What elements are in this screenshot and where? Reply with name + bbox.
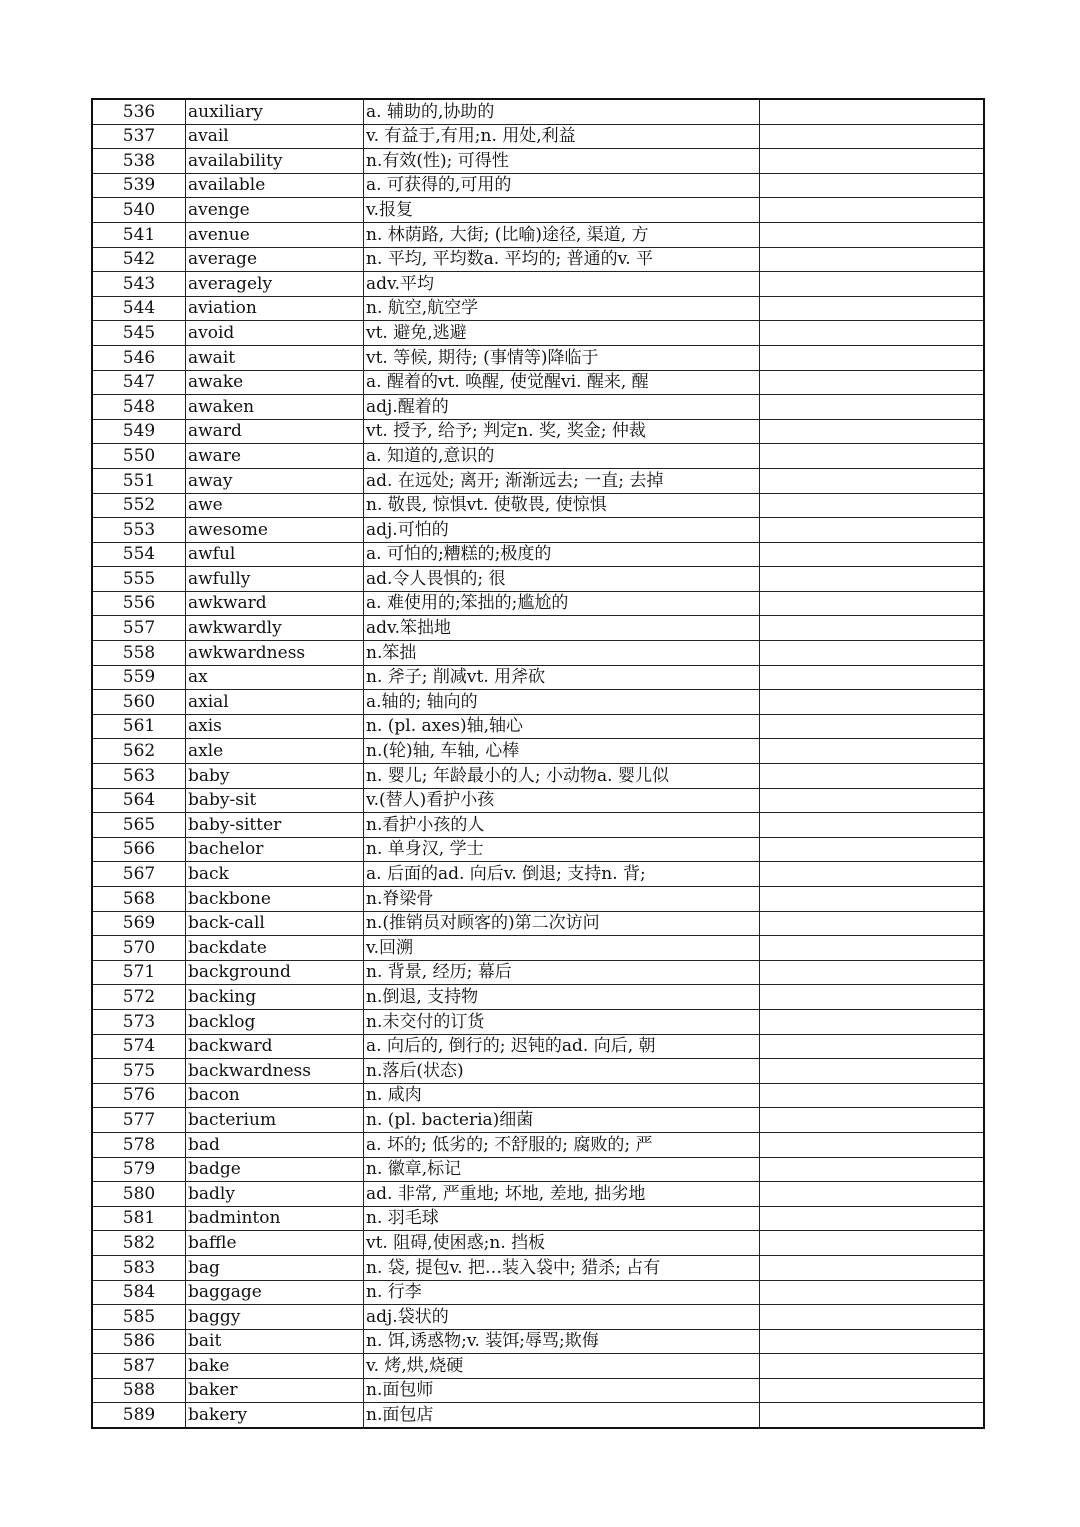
table-row (92, 837, 984, 862)
entry-word: badge (186, 1157, 364, 1182)
entry-number: 546 (92, 345, 186, 370)
entry-note (760, 764, 985, 789)
entry-definition: n.(轮)轴, 车轴, 心棒 (364, 739, 760, 764)
entry-definition: a. 可怕的;糟糕的;极度的 (364, 542, 760, 567)
table-row (92, 1255, 984, 1280)
entry-word: bachelor (186, 837, 364, 862)
entry-word: bacterium (186, 1108, 364, 1133)
table-row (92, 296, 984, 321)
entry-number: 541 (92, 222, 186, 247)
entry-note (760, 444, 985, 469)
entry-definition: n. 航空,航空学 (364, 296, 760, 321)
entry-definition: a. 醒着的vt. 唤醒, 使觉醒vi. 醒来, 醒 (364, 370, 760, 395)
entry-number: 571 (92, 960, 186, 985)
entry-note (760, 641, 985, 666)
entry-definition: n.(推销员对顾客的)第二次访问 (364, 911, 760, 936)
entry-definition: n. 饵,诱惑物;v. 装饵;辱骂;欺侮 (364, 1329, 760, 1354)
entry-note (760, 813, 985, 838)
entry-definition: adj.醒着的 (364, 395, 760, 420)
entry-word: baby-sitter (186, 813, 364, 838)
table-row (92, 222, 984, 247)
entry-definition: n.笨拙 (364, 641, 760, 666)
table-row (92, 567, 984, 592)
entry-note (760, 395, 985, 420)
entry-definition: n.倒退, 支持物 (364, 985, 760, 1010)
entry-number: 558 (92, 641, 186, 666)
entry-definition: n.面包店 (364, 1403, 760, 1428)
entry-definition: n. 咸肉 (364, 1083, 760, 1108)
table-row (92, 665, 984, 690)
entry-note (760, 1059, 985, 1084)
entry-word: aware (186, 444, 364, 469)
entry-note (760, 1108, 985, 1133)
entry-number: 552 (92, 493, 186, 518)
entry-note (760, 345, 985, 370)
entry-definition: n. (pl. bacteria)细菌 (364, 1108, 760, 1133)
entry-word: availability (186, 149, 364, 174)
entry-note (760, 1305, 985, 1330)
entry-word: bakery (186, 1403, 364, 1428)
entry-word: awkwardly (186, 616, 364, 641)
entry-note (760, 542, 985, 567)
entry-word: badminton (186, 1206, 364, 1231)
entry-definition: n. 婴儿; 年龄最小的人; 小动物a. 婴儿似 (364, 764, 760, 789)
entry-word: bag (186, 1255, 364, 1280)
entry-note (760, 960, 985, 985)
entry-definition: v. 烤,烘,烧硬 (364, 1354, 760, 1379)
table-row (92, 1182, 984, 1207)
entry-number: 586 (92, 1329, 186, 1354)
entry-word: bait (186, 1329, 364, 1354)
entry-note (760, 1009, 985, 1034)
entry-number: 536 (92, 99, 186, 124)
entry-definition: a. 向后的, 倒行的; 迟钝的ad. 向后, 朝 (364, 1034, 760, 1059)
entry-note (760, 690, 985, 715)
entry-word: award (186, 419, 364, 444)
table-row (92, 124, 984, 149)
entry-number: 553 (92, 518, 186, 543)
entry-definition: adv.平均 (364, 272, 760, 297)
entry-definition: n. 平均, 平均数a. 平均的; 普通的v. 平 (364, 247, 760, 272)
entry-number: 540 (92, 198, 186, 223)
table-row (92, 714, 984, 739)
entry-note (760, 1132, 985, 1157)
entry-word: back-call (186, 911, 364, 936)
table-row (92, 493, 984, 518)
entry-word: baby (186, 764, 364, 789)
entry-definition: n.看护小孩的人 (364, 813, 760, 838)
entry-word: back (186, 862, 364, 887)
table-row (92, 198, 984, 223)
entry-number: 578 (92, 1132, 186, 1157)
entry-number: 585 (92, 1305, 186, 1330)
entry-definition: vt. 授予, 给予; 判定n. 奖, 奖金; 仲裁 (364, 419, 760, 444)
entry-word: axle (186, 739, 364, 764)
entry-word: baby-sit (186, 788, 364, 813)
entry-word: baggy (186, 1305, 364, 1330)
entry-number: 555 (92, 567, 186, 592)
entry-note (760, 1354, 985, 1379)
entry-note (760, 1329, 985, 1354)
entry-word: awe (186, 493, 364, 518)
table-row (92, 813, 984, 838)
entry-note (760, 985, 985, 1010)
entry-note (760, 665, 985, 690)
entry-number: 537 (92, 124, 186, 149)
entry-definition: n. 斧子; 削减vt. 用斧砍 (364, 665, 760, 690)
entry-number: 579 (92, 1157, 186, 1182)
entry-note (760, 936, 985, 961)
entry-number: 564 (92, 788, 186, 813)
table-row (92, 173, 984, 198)
entry-definition: v.(替人)看护小孩 (364, 788, 760, 813)
entry-definition: n. 袋, 提包v. 把…装入袋中; 猎杀; 占有 (364, 1255, 760, 1280)
entry-note (760, 198, 985, 223)
entry-note (760, 616, 985, 641)
table-row (92, 1108, 984, 1133)
table-row (92, 345, 984, 370)
entry-note (760, 911, 985, 936)
entry-word: await (186, 345, 364, 370)
entry-number: 577 (92, 1108, 186, 1133)
table-row (92, 1157, 984, 1182)
entry-note (760, 370, 985, 395)
entry-definition: a. 难使用的;笨拙的;尴尬的 (364, 591, 760, 616)
entry-number: 582 (92, 1231, 186, 1256)
entry-definition: n. (pl. axes)轴,轴心 (364, 714, 760, 739)
entry-definition: a. 知道的,意识的 (364, 444, 760, 469)
entry-number: 580 (92, 1182, 186, 1207)
entry-word: awaken (186, 395, 364, 420)
table-row (92, 1305, 984, 1330)
entry-definition: n.有效(性); 可得性 (364, 149, 760, 174)
entry-word: backlog (186, 1009, 364, 1034)
vocabulary-table-body (92, 99, 984, 1428)
entry-note (760, 1157, 985, 1182)
entry-word: awesome (186, 518, 364, 543)
table-row (92, 1083, 984, 1108)
table-row (92, 272, 984, 297)
entry-number: 566 (92, 837, 186, 862)
entry-definition: n.落后(状态) (364, 1059, 760, 1084)
entry-definition: n. 林荫路, 大街; (比喻)途径, 渠道, 方 (364, 222, 760, 247)
table-row (92, 247, 984, 272)
entry-note (760, 714, 985, 739)
entry-definition: n. 敬畏, 惊惧vt. 使敬畏, 使惊惧 (364, 493, 760, 518)
entry-note (760, 1182, 985, 1207)
table-row (92, 518, 984, 543)
table-row (92, 1206, 984, 1231)
table-row (92, 960, 984, 985)
table-row (92, 591, 984, 616)
entry-word: average (186, 247, 364, 272)
entry-definition: n. 单身汉, 学士 (364, 837, 760, 862)
table-row (92, 370, 984, 395)
vocabulary-table (91, 98, 985, 1429)
entry-word: aviation (186, 296, 364, 321)
entry-number: 572 (92, 985, 186, 1010)
entry-note (760, 99, 985, 124)
entry-number: 568 (92, 887, 186, 912)
entry-definition: adj.可怕的 (364, 518, 760, 543)
entry-number: 588 (92, 1378, 186, 1403)
entry-note (760, 419, 985, 444)
entry-note (760, 173, 985, 198)
entry-word: avenue (186, 222, 364, 247)
table-row (92, 444, 984, 469)
table-row (92, 1354, 984, 1379)
entry-word: awful (186, 542, 364, 567)
entry-number: 565 (92, 813, 186, 838)
entry-note (760, 1083, 985, 1108)
entry-note (760, 1280, 985, 1305)
entry-definition: adj.袋状的 (364, 1305, 760, 1330)
table-row (92, 1034, 984, 1059)
entry-note (760, 321, 985, 346)
entry-note (760, 124, 985, 149)
entry-word: auxiliary (186, 99, 364, 124)
entry-note (760, 887, 985, 912)
table-row (92, 468, 984, 493)
entry-word: axis (186, 714, 364, 739)
table-row (92, 641, 984, 666)
entry-number: 545 (92, 321, 186, 346)
entry-note (760, 1231, 985, 1256)
table-row (92, 1403, 984, 1428)
entry-definition: a. 可获得的,可用的 (364, 173, 760, 198)
table-row (92, 1329, 984, 1354)
entry-definition: vt. 阻碍,使困惑;n. 挡板 (364, 1231, 760, 1256)
entry-definition: ad. 非常, 严重地; 坏地, 差地, 拙劣地 (364, 1182, 760, 1207)
entry-word: baker (186, 1378, 364, 1403)
entry-number: 542 (92, 247, 186, 272)
entry-note (760, 1378, 985, 1403)
entry-number: 543 (92, 272, 186, 297)
entry-definition: a. 坏的; 低劣的; 不舒服的; 腐败的; 严 (364, 1132, 760, 1157)
entry-number: 573 (92, 1009, 186, 1034)
entry-word: backing (186, 985, 364, 1010)
entry-definition: n. 行李 (364, 1280, 760, 1305)
entry-word: awkwardness (186, 641, 364, 666)
entry-definition: n. 背景, 经历; 幕后 (364, 960, 760, 985)
entry-number: 575 (92, 1059, 186, 1084)
entry-definition: v.报复 (364, 198, 760, 223)
entry-number: 576 (92, 1083, 186, 1108)
entry-note (760, 518, 985, 543)
entry-note (760, 296, 985, 321)
entry-note (760, 739, 985, 764)
entry-note (760, 493, 985, 518)
entry-word: bad (186, 1132, 364, 1157)
entry-word: awake (186, 370, 364, 395)
table-row (92, 862, 984, 887)
entry-number: 583 (92, 1255, 186, 1280)
entry-definition: n.面包师 (364, 1378, 760, 1403)
entry-word: away (186, 468, 364, 493)
entry-number: 589 (92, 1403, 186, 1428)
entry-note (760, 468, 985, 493)
entry-definition: n. 徽章,标记 (364, 1157, 760, 1182)
entry-word: averagely (186, 272, 364, 297)
table-row (92, 936, 984, 961)
entry-number: 569 (92, 911, 186, 936)
entry-definition: ad. 在远处; 离开; 渐渐远去; 一直; 去掉 (364, 468, 760, 493)
entry-word: baggage (186, 1280, 364, 1305)
table-row (92, 1009, 984, 1034)
entry-number: 548 (92, 395, 186, 420)
entry-word: baffle (186, 1231, 364, 1256)
entry-definition: ad.令人畏惧的; 很 (364, 567, 760, 592)
entry-note (760, 272, 985, 297)
entry-definition: v.回溯 (364, 936, 760, 961)
entry-word: background (186, 960, 364, 985)
entry-word: avenge (186, 198, 364, 223)
table-row (92, 1059, 984, 1084)
entry-note (760, 591, 985, 616)
entry-note (760, 837, 985, 862)
entry-note (760, 247, 985, 272)
table-row (92, 690, 984, 715)
entry-number: 560 (92, 690, 186, 715)
entry-word: badly (186, 1182, 364, 1207)
table-row (92, 764, 984, 789)
entry-number: 539 (92, 173, 186, 198)
entry-number: 563 (92, 764, 186, 789)
table-row (92, 739, 984, 764)
entry-word: avail (186, 124, 364, 149)
entry-note (760, 1255, 985, 1280)
table-row (92, 419, 984, 444)
entry-note (760, 1403, 985, 1428)
entry-note (760, 1034, 985, 1059)
entry-number: 559 (92, 665, 186, 690)
table-row (92, 1378, 984, 1403)
entry-number: 561 (92, 714, 186, 739)
entry-definition: vt. 避免,逃避 (364, 321, 760, 346)
entry-number: 538 (92, 149, 186, 174)
table-row (92, 542, 984, 567)
entry-number: 554 (92, 542, 186, 567)
entry-number: 587 (92, 1354, 186, 1379)
entry-number: 551 (92, 468, 186, 493)
entry-number: 550 (92, 444, 186, 469)
entry-word: backwardness (186, 1059, 364, 1084)
entry-note (760, 788, 985, 813)
entry-note (760, 862, 985, 887)
entry-definition: n. 羽毛球 (364, 1206, 760, 1231)
table-row (92, 616, 984, 641)
entry-definition: a.轴的; 轴向的 (364, 690, 760, 715)
entry-definition: n.未交付的订货 (364, 1009, 760, 1034)
entry-definition: n.脊梁骨 (364, 887, 760, 912)
table-row (92, 395, 984, 420)
entry-number: 557 (92, 616, 186, 641)
entry-definition: v. 有益于,有用;n. 用处,利益 (364, 124, 760, 149)
entry-note (760, 567, 985, 592)
entry-number: 547 (92, 370, 186, 395)
entry-number: 562 (92, 739, 186, 764)
entry-word: ax (186, 665, 364, 690)
entry-word: backdate (186, 936, 364, 961)
table-row (92, 1280, 984, 1305)
entry-word: bake (186, 1354, 364, 1379)
entry-word: avoid (186, 321, 364, 346)
entry-note (760, 1206, 985, 1231)
entry-word: awkward (186, 591, 364, 616)
entry-number: 581 (92, 1206, 186, 1231)
table-row (92, 887, 984, 912)
table-row (92, 99, 984, 124)
entry-word: bacon (186, 1083, 364, 1108)
entry-number: 567 (92, 862, 186, 887)
table-row (92, 149, 984, 174)
table-row (92, 985, 984, 1010)
table-row (92, 911, 984, 936)
entry-number: 574 (92, 1034, 186, 1059)
entry-number: 549 (92, 419, 186, 444)
entry-word: available (186, 173, 364, 198)
entry-word: backward (186, 1034, 364, 1059)
entry-note (760, 222, 985, 247)
entry-word: awfully (186, 567, 364, 592)
entry-definition: vt. 等候, 期待; (事情等)降临于 (364, 345, 760, 370)
entry-number: 556 (92, 591, 186, 616)
entry-definition: adv.笨拙地 (364, 616, 760, 641)
entry-definition: a. 后面的ad. 向后v. 倒退; 支持n. 背; (364, 862, 760, 887)
table-row (92, 1132, 984, 1157)
table-row (92, 1231, 984, 1256)
table-row (92, 788, 984, 813)
entry-number: 584 (92, 1280, 186, 1305)
entry-definition: a. 辅助的,协助的 (364, 99, 760, 124)
table-row (92, 321, 984, 346)
entry-word: backbone (186, 887, 364, 912)
entry-number: 570 (92, 936, 186, 961)
entry-note (760, 149, 985, 174)
entry-number: 544 (92, 296, 186, 321)
entry-word: axial (186, 690, 364, 715)
